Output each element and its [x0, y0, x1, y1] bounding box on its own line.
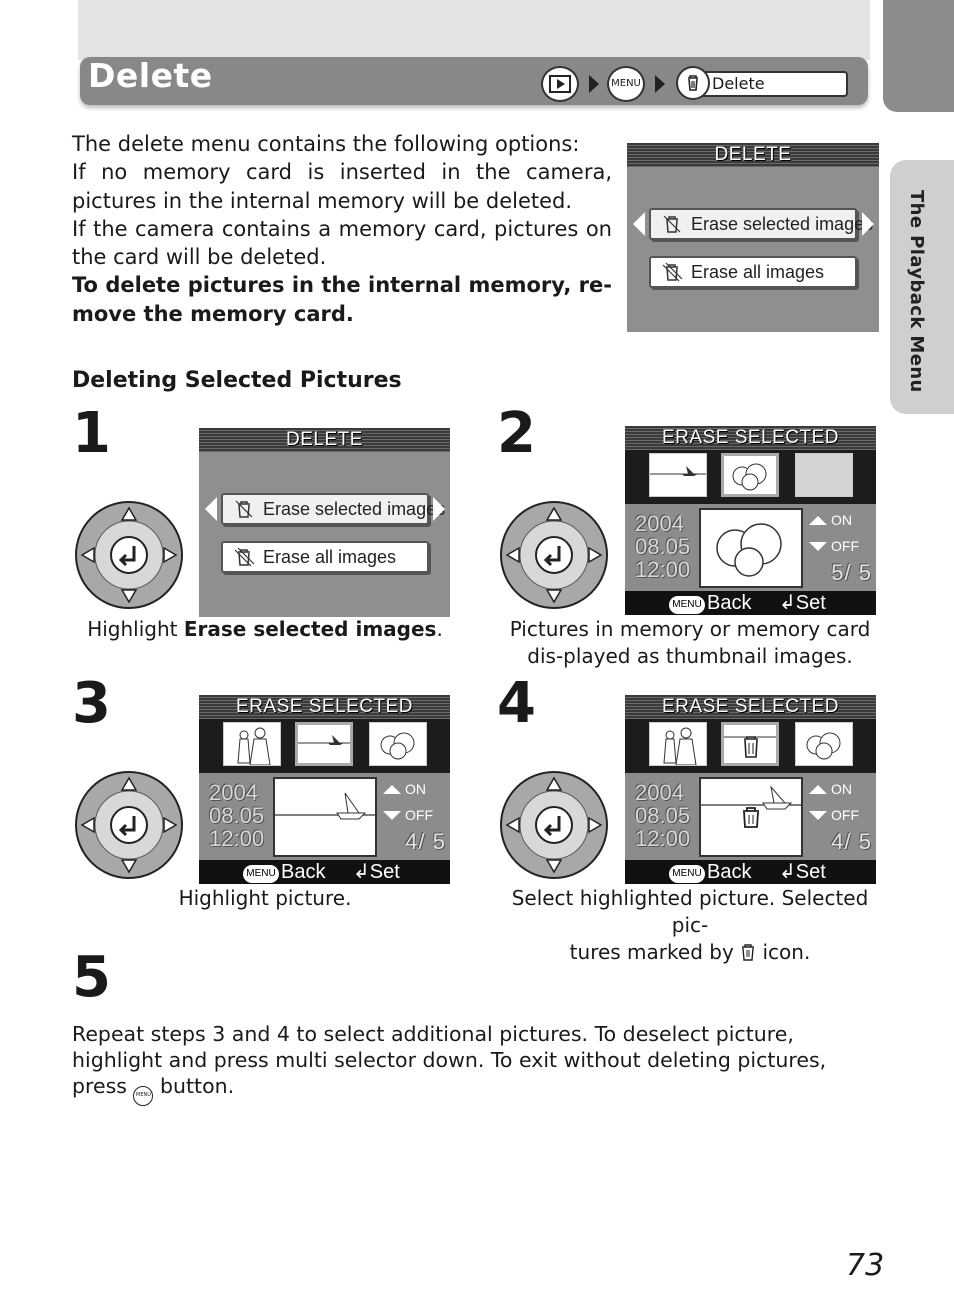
enter-icon: ↲ [779, 592, 796, 614]
caption-text: tures marked by [569, 940, 741, 964]
off-text: OFF [405, 807, 433, 823]
playback-mode-icon [541, 66, 579, 102]
menu-item-erase-selected[interactable] [649, 208, 874, 240]
menu-button-icon: MENU [669, 865, 705, 883]
page-number: 73 [846, 1248, 885, 1283]
date: 08.05 [635, 803, 691, 828]
menu-item-label: Erase selected images [691, 214, 874, 234]
chevron-right-icon [589, 75, 599, 93]
screen-title: DELETE [627, 143, 879, 167]
menu-button-icon: MENU [669, 596, 705, 614]
chapter-tab-label: The Playback Menu [906, 190, 927, 393]
date-readout [635, 512, 690, 581]
intro-text [72, 130, 612, 328]
arrow-right-icon [862, 212, 874, 236]
year: 2004 [635, 511, 684, 536]
frame-counter: 4/ 5 [405, 829, 446, 854]
set-label: Set [369, 861, 400, 883]
preview-image [699, 777, 803, 857]
section-heading: Deleting Selected Pictures [72, 368, 402, 393]
enter-icon: ↲ [353, 861, 370, 883]
set-label: Set [795, 861, 826, 883]
erase-all-icon [233, 546, 255, 568]
thumbnail-selected[interactable] [295, 722, 353, 766]
thumbnail[interactable] [223, 722, 281, 766]
thumbnail[interactable] [795, 722, 853, 766]
menu-button-icon: MENU [133, 1086, 153, 1106]
preview-area [625, 773, 876, 861]
corner-tab [883, 0, 954, 112]
trash-icon [740, 943, 756, 961]
menu-button-icon: MENU [607, 66, 645, 102]
step3-caption: Highlight picture. [178, 886, 352, 910]
step-number: 3 [72, 671, 111, 736]
help-bar [625, 860, 876, 884]
down-arrow-icon [809, 811, 827, 820]
help-bar [625, 591, 876, 615]
date-readout [635, 781, 690, 850]
year: 2004 [209, 780, 258, 805]
help-bar [199, 860, 450, 884]
arrow-left-icon [205, 497, 217, 521]
enter-icon: ↲ [779, 861, 796, 883]
menu-item-erase-selected[interactable] [221, 493, 446, 525]
on-label [809, 781, 852, 797]
preview-area [625, 504, 876, 592]
step-number: 5 [72, 945, 111, 1010]
step-number: 4 [497, 671, 536, 736]
back-label: Back [707, 861, 752, 883]
time: 12:00 [635, 557, 691, 582]
thumbnail[interactable] [649, 722, 707, 766]
multi-selector-icon [499, 500, 609, 610]
menu-button-icon: MENU [243, 865, 279, 883]
step-number: 1 [72, 401, 111, 466]
step-text: Repeat steps 3 and 4 to select additional pictures. To deselect picture, highlight and press multi selector down. To exit without deleting pictures, press [72, 1022, 827, 1098]
step3-screen [199, 695, 450, 884]
breadcrumb-delete: Delete [690, 71, 848, 97]
date: 08.05 [209, 803, 265, 828]
intro-line: If no memory card is inserted in the camera, pictures in the internal memory will be deleted. [72, 160, 612, 213]
erase-selected-icon [233, 498, 255, 520]
caption-text: Highlight [87, 617, 184, 641]
on-label [809, 512, 852, 528]
back-label: Back [281, 861, 326, 883]
on-label [383, 781, 426, 797]
on-text: ON [405, 781, 426, 797]
thumbnail[interactable] [369, 722, 427, 766]
on-text: ON [831, 512, 852, 528]
off-label [383, 807, 433, 823]
screen-title: DELETE [199, 428, 450, 452]
screen-title: ERASE SELECTED [199, 695, 450, 719]
delete-menu-screen [627, 143, 879, 332]
intro-warning: To delete pictures in the internal memory, re-move the memory card. [72, 273, 612, 326]
multi-selector-icon [74, 770, 184, 880]
set-label: Set [795, 592, 826, 614]
screen-title: ERASE SELECTED [625, 426, 876, 450]
step5-text [72, 1021, 884, 1106]
off-label [809, 807, 859, 823]
date: 08.05 [635, 534, 691, 559]
arrow-right-icon [433, 497, 445, 521]
off-label [809, 538, 859, 554]
screen-title: ERASE SELECTED [625, 695, 876, 719]
preview-area [199, 773, 450, 861]
step4-screen [625, 695, 876, 884]
menu-item-label: Erase all images [691, 262, 825, 282]
thumbnail[interactable] [649, 453, 707, 497]
up-arrow-icon [383, 785, 401, 794]
thumbnail[interactable] [795, 453, 853, 497]
step1-caption [70, 616, 460, 643]
year: 2004 [635, 780, 684, 805]
back-label: Back [707, 592, 752, 614]
thumbnail-strip [199, 719, 450, 773]
preview-image [273, 777, 377, 857]
caption-bold: Erase selected images [183, 617, 437, 641]
intro-line: If the camera contains a memory card, pictures on the card will be deleted. [72, 216, 612, 270]
multi-selector-icon [499, 770, 609, 880]
arrow-left-icon [633, 212, 645, 236]
thumbnail-strip [625, 719, 876, 773]
menu-item-label: Erase selected images [263, 499, 446, 519]
caption-line [495, 939, 885, 966]
trash-icon [676, 66, 710, 100]
multi-selector-icon [74, 500, 184, 610]
caption-text: Select highlighted picture. Selected pic- [511, 886, 869, 937]
caption-text: . [436, 617, 443, 641]
frame-counter: 4/ 5 [831, 829, 872, 854]
step2-caption: Pictures in memory or memory card dis-played as thumbnail images. [509, 617, 871, 668]
step-text: button. [153, 1074, 235, 1098]
step-number: 2 [497, 401, 536, 466]
up-arrow-icon [809, 516, 827, 525]
frame-counter: 5/ 5 [831, 560, 872, 585]
off-text: OFF [831, 807, 859, 823]
time: 12:00 [635, 826, 691, 851]
step4-caption [495, 885, 885, 966]
erase-all-icon [661, 261, 683, 283]
menu-item-erase-all[interactable] [221, 541, 429, 573]
down-arrow-icon [383, 811, 401, 820]
date-readout [209, 781, 264, 850]
page-title: Delete [88, 56, 213, 95]
menu-item-label: Erase all images [263, 547, 397, 567]
menu-item-erase-all[interactable] [649, 256, 857, 288]
caption-text: icon. [756, 940, 811, 964]
erase-selected-icon [661, 213, 683, 235]
header-band [78, 0, 870, 60]
thumbnail-strip [625, 450, 876, 504]
step2-screen [625, 426, 876, 615]
thumbnail-selected[interactable] [721, 722, 779, 766]
step1-screen [199, 428, 450, 617]
chevron-right-icon [655, 75, 665, 93]
thumbnail-selected[interactable] [721, 453, 779, 497]
preview-image [699, 508, 803, 588]
intro-line: The delete menu contains the following options: [72, 132, 580, 156]
up-arrow-icon [809, 785, 827, 794]
on-text: ON [831, 781, 852, 797]
down-arrow-icon [809, 542, 827, 551]
off-text: OFF [831, 538, 859, 554]
time: 12:00 [209, 826, 265, 851]
